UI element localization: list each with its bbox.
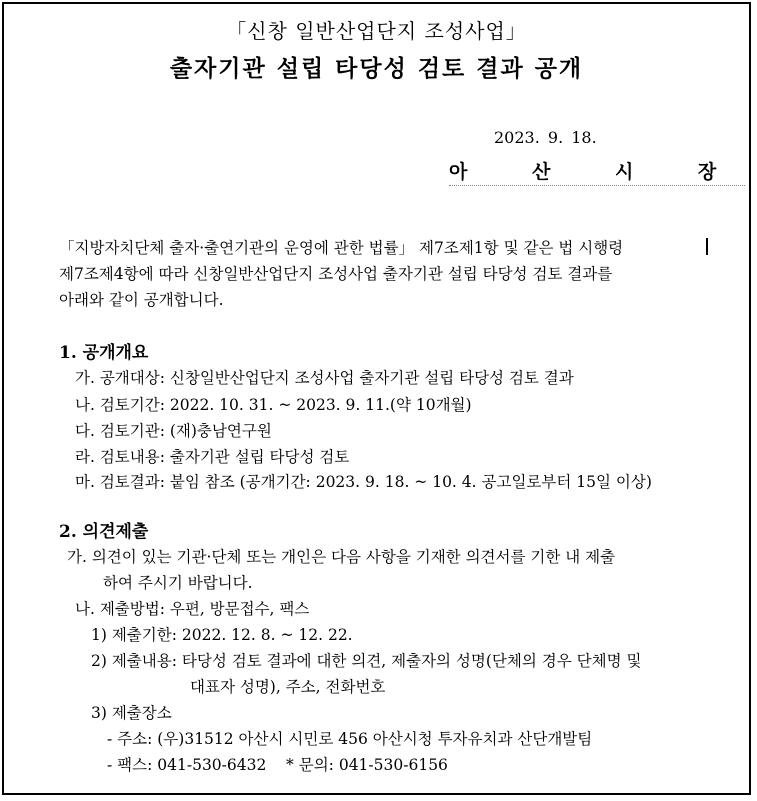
issuer-name: 아 산 시 장 [449, 157, 745, 186]
section-2-item-a-cont: 하여 주시기 바랍니다. [103, 574, 253, 592]
text-cursor-bar [706, 238, 708, 255]
submission-deadline: 1) 제출기한: 2022. 12. 8. ~ 12. 22. [91, 626, 353, 644]
intro-line-3: 아래와 같이 공개합니다. [59, 291, 224, 309]
submission-content-cont: 대표자 성명), 주소, 전화번호 [190, 678, 386, 696]
section-1-item: 마. 검토결과: 붙임 참조 (공개기간: 2023. 9. 18. ~ 10. 4. 공고일로부터 15일 이상) [75, 473, 652, 491]
section-2-item-b: 나. 제출방법: 우편, 방문접수, 팩스 [75, 600, 310, 618]
section-2-item-a: 가. 의견이 있는 기관·단체 또는 개인은 다음 사항을 기재한 의견서를 기한 내 제출 [67, 548, 616, 566]
submission-fax-contact: - 팩스: 041-530-6432 * 문의: 041-530-6156 [107, 756, 448, 774]
section-2-heading: 2. 의견제출 [59, 522, 149, 542]
section-1-item: 다. 검토기관: (재)충남연구원 [75, 422, 272, 440]
section-1-heading: 1. 공개개요 [59, 343, 149, 363]
document-title: 출자기관 설립 타당성 검토 결과 공개 [169, 56, 584, 82]
document-subtitle: 「신창 일반산업단지 조성사업」 [226, 19, 527, 43]
submission-place: 3) 제출장소 [91, 704, 172, 722]
submission-address: - 주소: (우)31512 아산시 시민로 456 아산시청 투자유치과 산단개발팀 [107, 730, 593, 748]
section-1-item: 가. 공개대상: 신창일반산업단지 조성사업 출자기관 설립 타당성 검토 결과 [75, 369, 574, 387]
section-1-item: 라. 검토내용: 출자기관 설립 타당성 검토 [75, 448, 350, 466]
intro-line-1: 「지방자치단체 출자·출연기관의 운영에 관한 법률」 제7조제1항 및 같은 법 시행령 [59, 239, 624, 257]
submission-content: 2) 제출내용: 타당성 검토 결과에 대한 의견, 제출자의 성명(단체의 경우 단체명 및 [91, 652, 642, 670]
section-1-item: 나. 검토기간: 2022. 10. 31. ~ 2023. 9. 11.(약 10개월) [75, 396, 472, 414]
issue-date: 2023. 9. 18. [494, 128, 597, 147]
intro-line-2: 제7조제4항에 따라 신창일반산업단지 조성사업 출자기관 설립 타당성 검토 결과를 [59, 265, 613, 283]
